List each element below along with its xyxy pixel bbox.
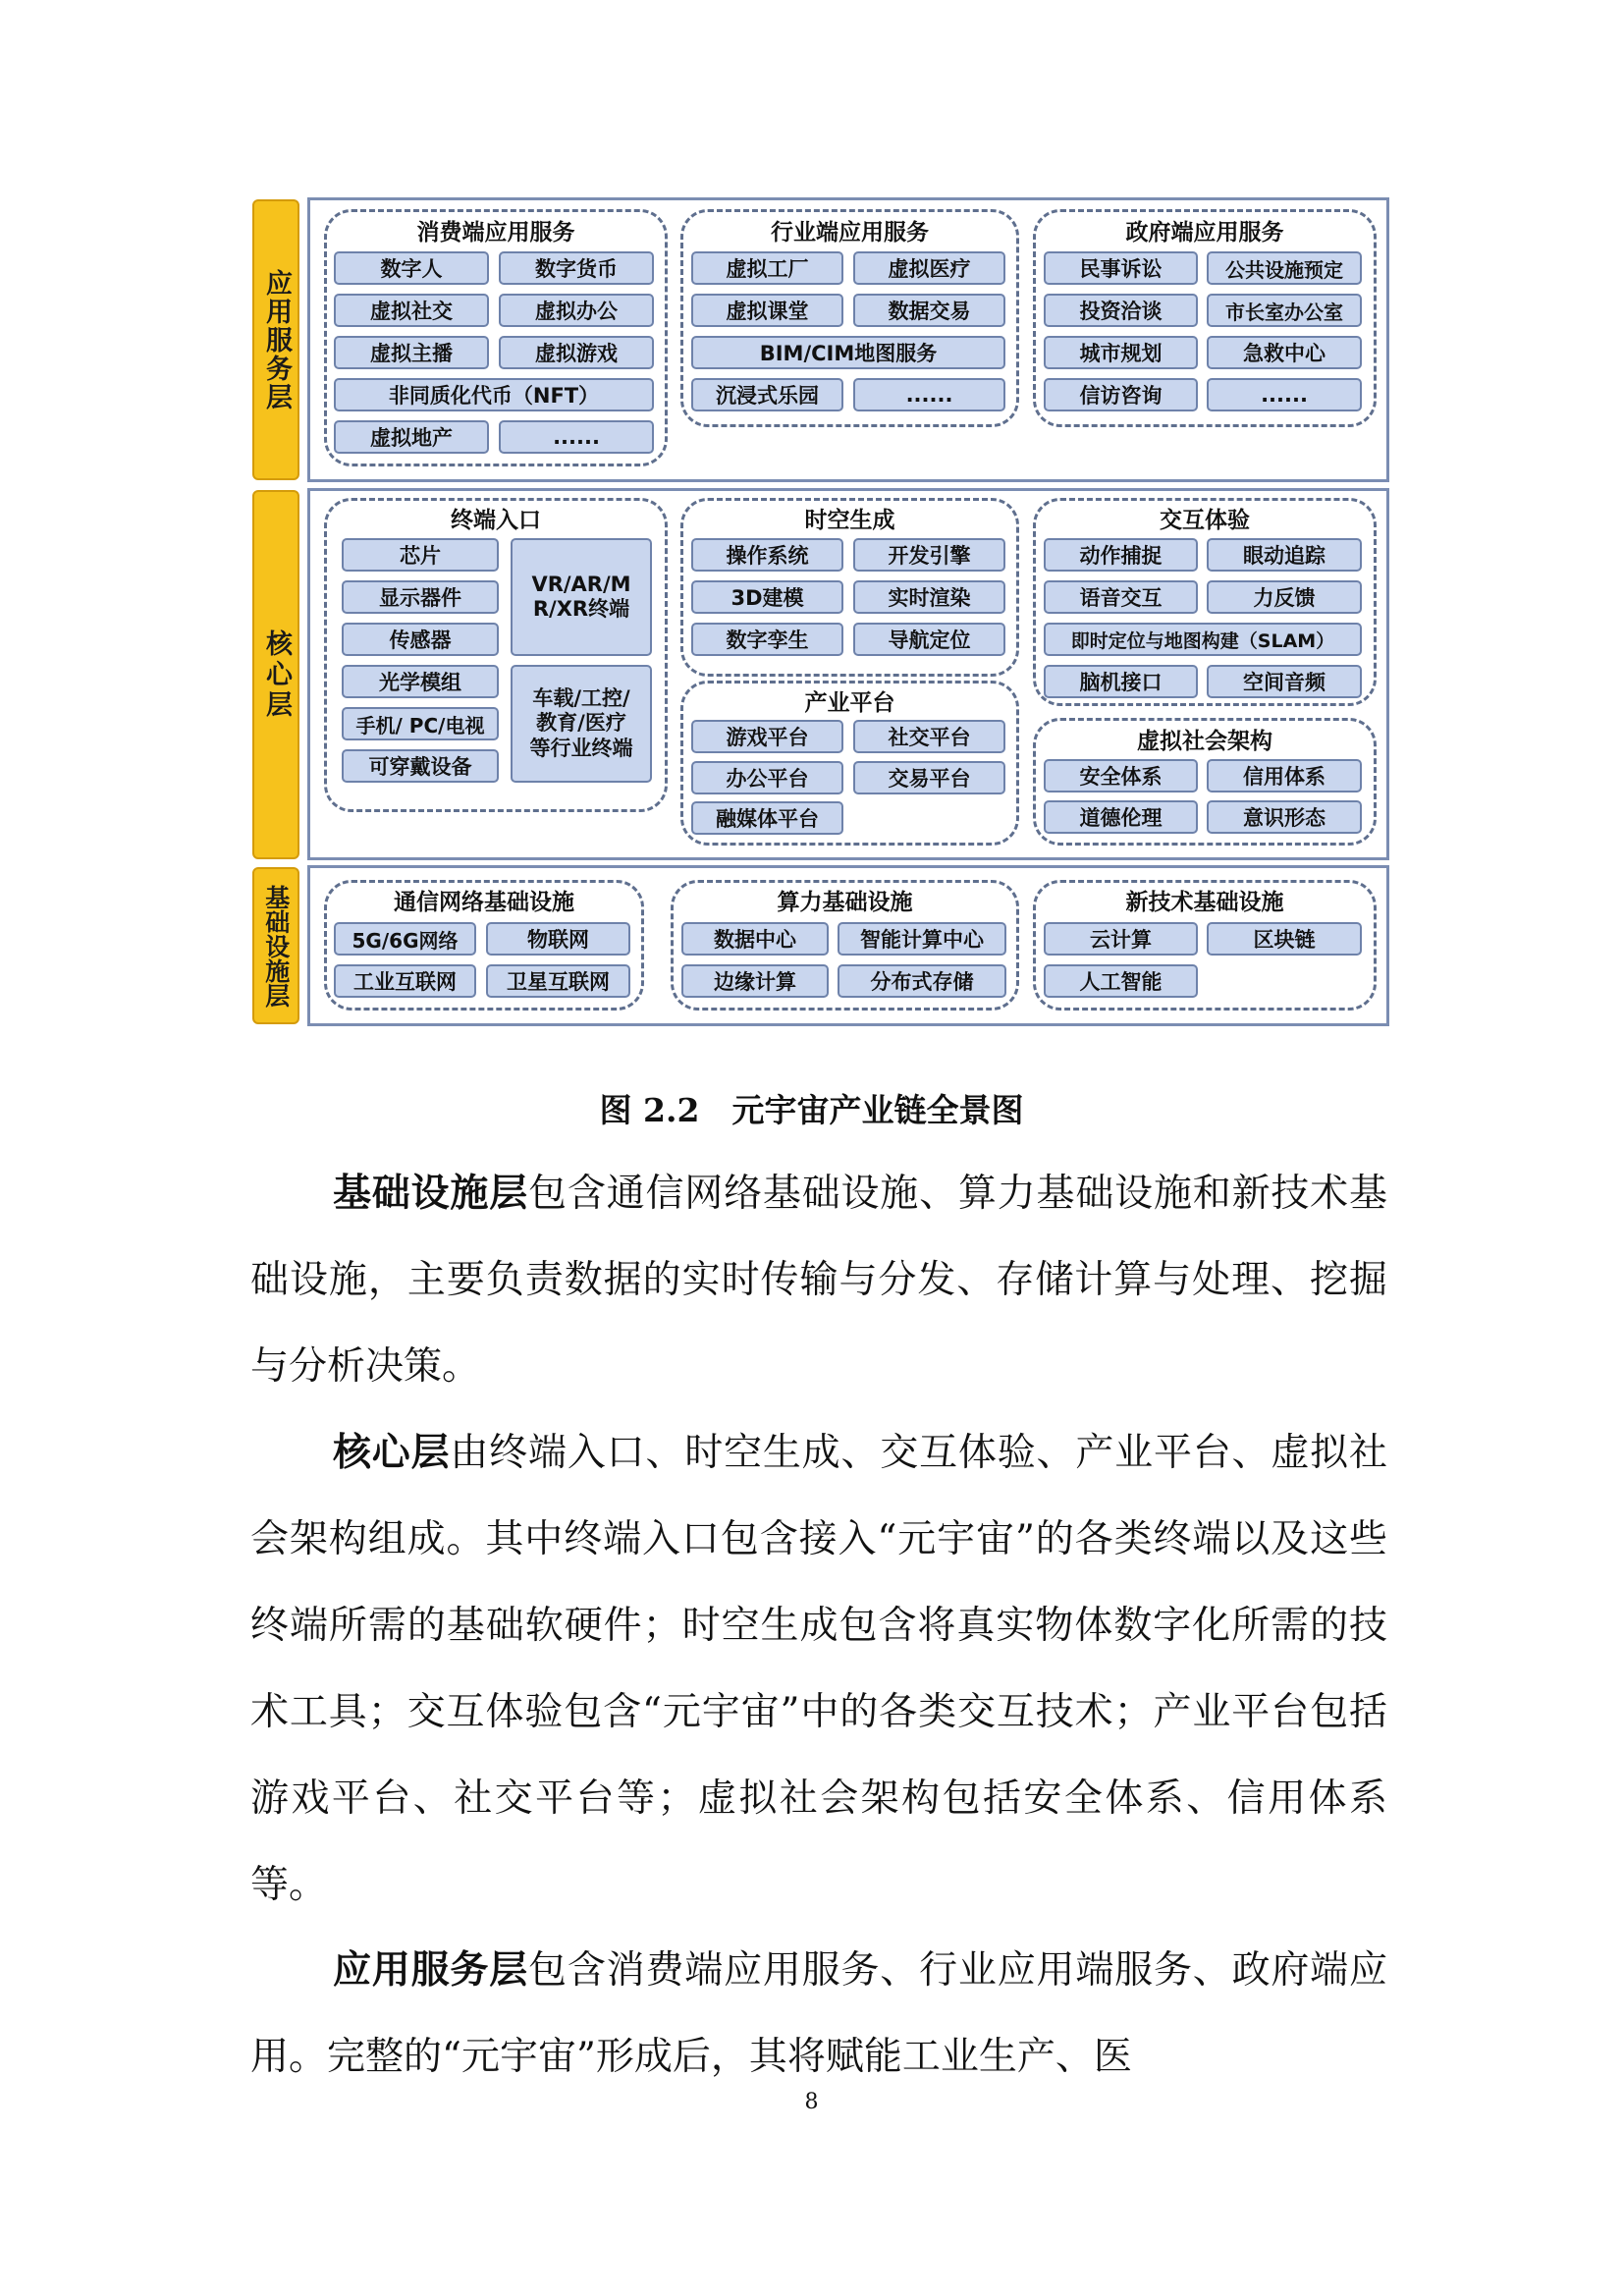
paragraph-core bbox=[250, 1410, 1387, 1929]
box-virtual-classroom: 虚拟课堂 bbox=[691, 294, 843, 327]
box-3d-modeling: 3D建模 bbox=[691, 580, 843, 614]
box-navigation: 导航定位 bbox=[853, 623, 1005, 656]
network-infra-title: 通信网络基础设施 bbox=[394, 890, 574, 915]
box-virtual-office: 虚拟办公 bbox=[499, 294, 654, 327]
box-emergency-center: 急救中心 bbox=[1207, 336, 1362, 369]
box-spatial-audio: 空间音频 bbox=[1207, 665, 1362, 698]
paragraph-text: 包含通信网络基础设施、算力基础设施和新技术基础设施，主要负责数据的实时传输与分发、存储计算与处理、挖掘与分析决策。 bbox=[250, 1172, 1387, 1389]
infrastructure-layer-label: 基础设施层 bbox=[252, 867, 299, 1024]
box-motion-capture: 动作捕捉 bbox=[1044, 538, 1198, 572]
box-data-trading: 数据交易 bbox=[853, 294, 1005, 327]
box-distributed-storage: 分布式存储 bbox=[838, 964, 1006, 998]
paragraph-text: 由终端入口、时空生成、交互体验、产业平台、虚拟社会架构组成。其中终端入口包含接入“元宇宙”的各类终端以及这些终端所需的基础软硬件；时空生成包含将真实物体数字化所需的技术工具；交互体验包含“元宇宙”中的各类交互技术；产业平台包括游戏平台、社交平台等；虚拟社会架构包括安全体系、信用体系等。 bbox=[250, 1431, 1387, 1907]
virtual-society-title: 虚拟社会架构 bbox=[1137, 729, 1272, 754]
interaction-title: 交互体验 bbox=[1160, 508, 1250, 533]
box-5g-6g: 5G/6G网络 bbox=[334, 922, 476, 956]
box-ideology: 意识形态 bbox=[1207, 800, 1362, 834]
compute-infra-title: 算力基础设施 bbox=[777, 890, 913, 915]
figure-caption: 图 2.2 元宇宙产业链全景图 bbox=[599, 1091, 1024, 1129]
paragraph-lead: 基础设施层 bbox=[333, 1172, 529, 1216]
box-vr-ar-terminal: VR/AR/MR/XR终端 bbox=[511, 538, 652, 656]
box-virtual-medical: 虚拟医疗 bbox=[853, 251, 1005, 285]
box-investment: 投资洽谈 bbox=[1044, 294, 1198, 327]
spacetime-title: 时空生成 bbox=[804, 508, 895, 533]
newtech-infra-title: 新技术基础设施 bbox=[1125, 890, 1284, 915]
terminal-entry-title: 终端入口 bbox=[451, 508, 541, 533]
industry-platform-title: 产业平台 bbox=[804, 690, 895, 716]
paragraph-infrastructure bbox=[250, 1151, 1387, 1410]
box-brain-computer: 脑机接口 bbox=[1044, 665, 1198, 698]
box-game-platform: 游戏平台 bbox=[691, 720, 843, 753]
box-security-system: 安全体系 bbox=[1044, 759, 1198, 793]
box-consumer-more: ...... bbox=[499, 420, 654, 454]
consumer-services-title: 消费端应用服务 bbox=[416, 220, 575, 246]
box-iot: 物联网 bbox=[486, 922, 630, 956]
box-wearable: 可穿戴设备 bbox=[342, 749, 499, 783]
box-industrial-internet: 工业互联网 bbox=[334, 964, 476, 998]
box-phone-pc-tv: 手机/ PC/电视 bbox=[342, 707, 499, 740]
box-credit-system: 信用体系 bbox=[1207, 759, 1362, 793]
box-virtual-factory: 虚拟工厂 bbox=[691, 251, 843, 285]
box-civil-litigation: 民事诉讼 bbox=[1044, 251, 1198, 285]
box-virtual-game: 虚拟游戏 bbox=[499, 336, 654, 369]
box-social-platform: 社交平台 bbox=[853, 720, 1005, 753]
box-ai: 人工智能 bbox=[1044, 964, 1198, 998]
box-eye-tracking: 眼动追踪 bbox=[1207, 538, 1362, 572]
box-office-platform: 办公平台 bbox=[691, 761, 843, 794]
box-virtual-social: 虚拟社交 bbox=[334, 294, 489, 327]
box-virtual-anchor: 虚拟主播 bbox=[334, 336, 489, 369]
box-bim-cim: BIM/CIM地图服务 bbox=[691, 336, 1005, 369]
box-public-facility: 公共设施预定 bbox=[1207, 251, 1362, 285]
page-number: 8 bbox=[804, 2090, 819, 2114]
box-sensor: 传感器 bbox=[342, 623, 499, 656]
box-realtime-render: 实时渲染 bbox=[853, 580, 1005, 614]
box-os: 操作系统 bbox=[691, 538, 843, 572]
box-intelligent-computing: 智能计算中心 bbox=[838, 922, 1006, 956]
box-slam: 即时定位与地图构建（SLAM） bbox=[1044, 623, 1362, 656]
box-display-device: 显示器件 bbox=[342, 580, 499, 614]
box-data-center: 数据中心 bbox=[681, 922, 829, 956]
box-nft: 非同质化代币（NFT） bbox=[334, 378, 654, 411]
government-services-title: 政府端应用服务 bbox=[1125, 220, 1284, 246]
box-optical-module: 光学模组 bbox=[342, 665, 499, 698]
paragraph-lead: 核心层 bbox=[333, 1431, 451, 1475]
box-mayor-office: 市长室办公室 bbox=[1207, 294, 1362, 327]
paragraph-application bbox=[250, 1928, 1387, 2101]
box-digital-human: 数字人 bbox=[334, 251, 489, 285]
box-blockchain: 区块链 bbox=[1207, 922, 1362, 956]
box-virtual-estate: 虚拟地产 bbox=[334, 420, 489, 454]
box-chip: 芯片 bbox=[342, 538, 499, 572]
box-trading-platform: 交易平台 bbox=[853, 761, 1005, 794]
box-industry-more: ...... bbox=[853, 378, 1005, 411]
box-force-feedback: 力反馈 bbox=[1207, 580, 1362, 614]
box-cloud-computing: 云计算 bbox=[1044, 922, 1198, 956]
application-layer-label: 应用服务层 bbox=[252, 199, 299, 480]
paragraph-lead: 应用服务层 bbox=[333, 1948, 529, 1993]
industry-services-title: 行业端应用服务 bbox=[771, 220, 929, 246]
box-city-planning: 城市规划 bbox=[1044, 336, 1198, 369]
box-government-more: ...... bbox=[1207, 378, 1362, 411]
box-petition: 信访咨询 bbox=[1044, 378, 1198, 411]
box-digital-currency: 数字货币 bbox=[499, 251, 654, 285]
box-ethics: 道德伦理 bbox=[1044, 800, 1198, 834]
box-edge-computing: 边缘计算 bbox=[681, 964, 829, 998]
paragraph-text: 包含消费端应用服务、行业应用端服务、政府端应用。完整的“元宇宙”形成后，其将赋能工业生产、医 bbox=[250, 1948, 1387, 2079]
box-media-platform: 融媒体平台 bbox=[691, 801, 843, 835]
box-industry-terminal: 车载/工控/教育/医疗等行业终端 bbox=[511, 665, 652, 783]
box-immersive-park: 沉浸式乐园 bbox=[691, 378, 843, 411]
core-layer-label: 核心层 bbox=[252, 490, 299, 859]
box-voice-interaction: 语音交互 bbox=[1044, 580, 1198, 614]
box-satellite-internet: 卫星互联网 bbox=[486, 964, 630, 998]
box-dev-engine: 开发引擎 bbox=[853, 538, 1005, 572]
box-digital-twin: 数字孪生 bbox=[691, 623, 843, 656]
